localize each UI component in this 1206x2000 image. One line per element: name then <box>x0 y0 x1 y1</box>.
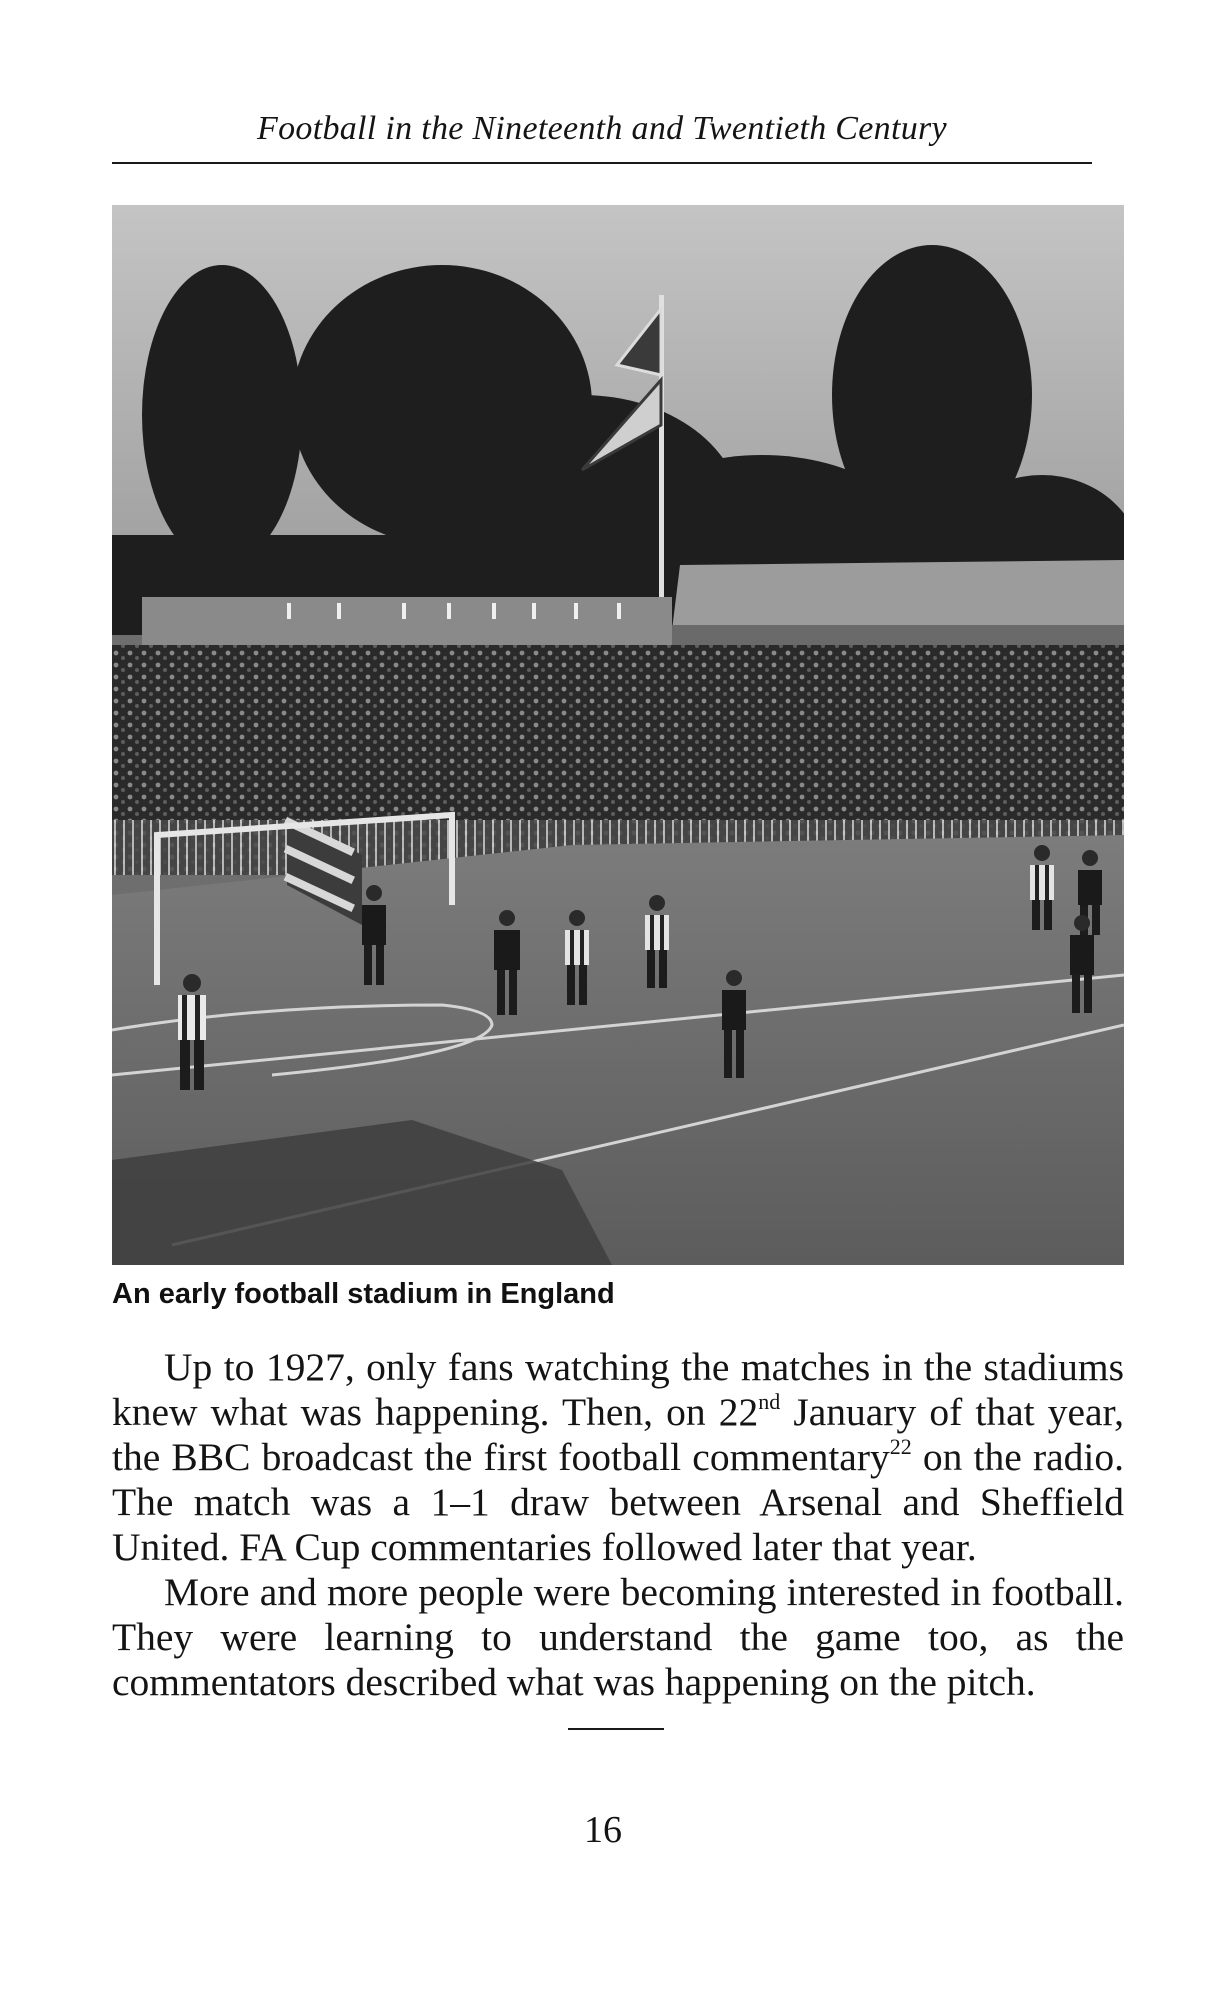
running-head-title: Football in the Nineteenth and Twentieth Century <box>257 110 947 147</box>
paragraph-1-part-2: January of that year, the BBC broadcast the first football commentary <box>112 1390 1124 1479</box>
paragraph-1-part-3: on the radio. The match was a 1–1 draw between Arsenal and Sheffield United. FA Cup commentaries followed later that year. <box>112 1435 1124 1569</box>
stadium-photo-illustration <box>112 205 1124 1265</box>
paragraph-2: More and more people were becoming interested in football. They were learning to understand the game too, as the commentators described what was happening on the pitch. <box>112 1570 1124 1704</box>
ordinal-superscript: nd <box>758 1389 781 1414</box>
page-number: 16 <box>584 1809 622 1851</box>
figure-caption: An early football stadium in England <box>112 1278 615 1310</box>
footnote-marker: 22 <box>889 1434 912 1459</box>
paragraph-1 <box>112 1345 1124 1570</box>
paragraph-1-part-1: Up to 1927, only fans watching the matches in the stadiums knew what was happening. Then, on 22 <box>112 1345 1124 1434</box>
body-text <box>112 1345 1124 1705</box>
section-end-rule <box>568 1728 664 1730</box>
stadium-photo <box>112 205 1124 1265</box>
header-rule <box>112 162 1092 164</box>
